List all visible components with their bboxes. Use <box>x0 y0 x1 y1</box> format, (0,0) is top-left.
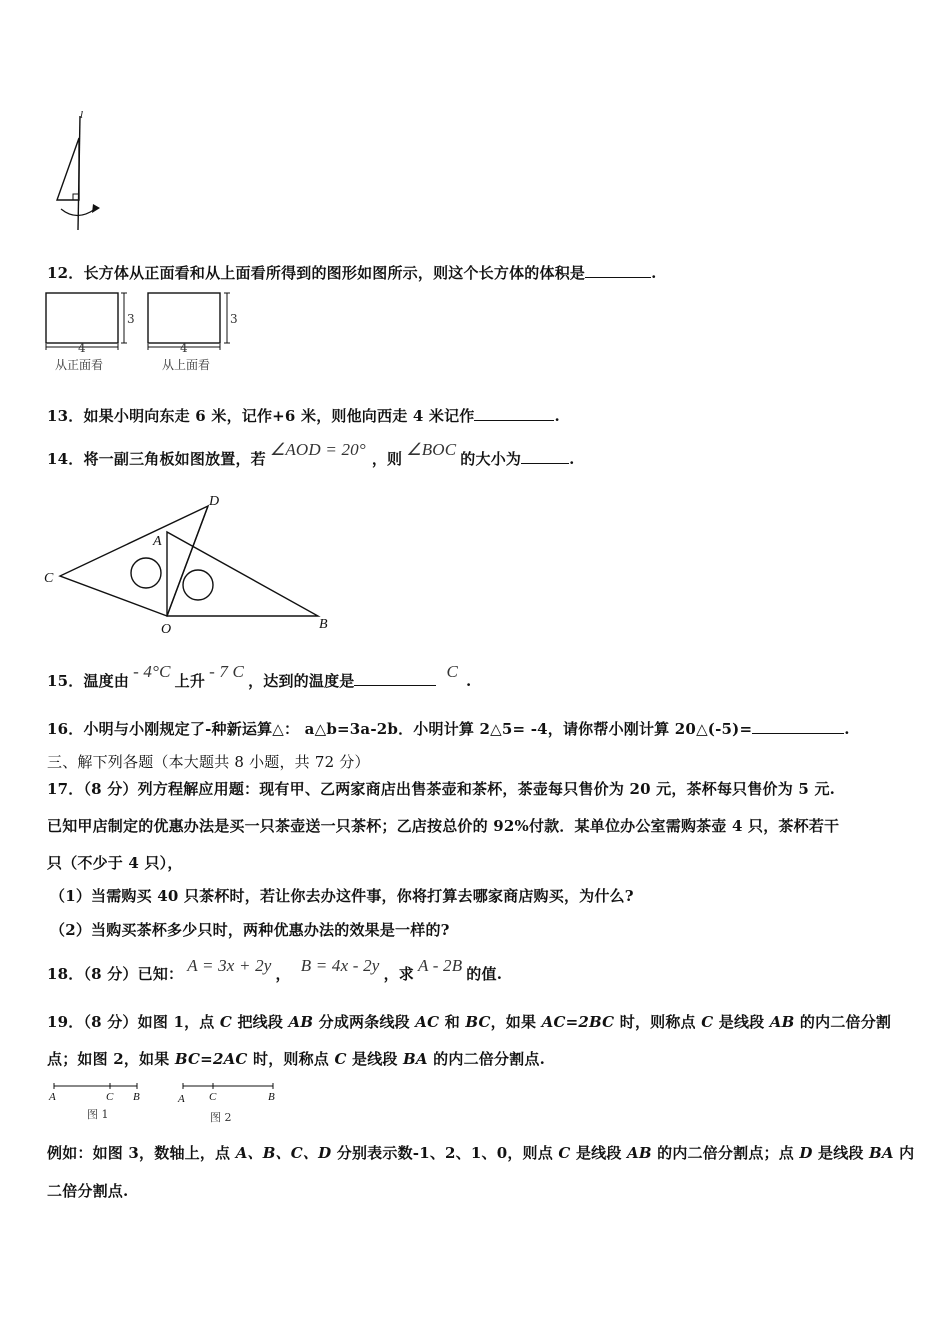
question-19-line-1: 19．（8 分）如图 1，点 C 把线段 AB 分成两条线段 AC 和 BC，如果 AC=2BC 时，则称点 C 是线段 AB 的内二倍分割 <box>47 1013 892 1031</box>
temp-rise-expression: - 7 C <box>209 662 245 681</box>
question-17-sub-1: （1）当需购买 40 只茶杯时，若让你去办这件事，你将打算去哪家商店购买，为什么? <box>50 887 634 905</box>
question-14: 14．将一副三角板如图放置，若 ∠AOD = 20° ，则 ∠BOC 的大小为 . <box>47 440 575 468</box>
example-line-2: 二倍分割点. <box>47 1182 129 1200</box>
top-view-caption: 从上面看 <box>162 358 211 372</box>
fig1-point-a: A <box>49 1091 56 1103</box>
question-17-sub-2: （2）当购买茶杯多少只时，两种优惠办法的效果是一样的? <box>50 921 450 939</box>
answer-blank-16[interactable] <box>752 719 844 734</box>
angle-aod-expression: ∠AOD = 20° <box>269 440 366 459</box>
question-17-line-2: 已知甲店制定的优惠办法是买一只茶壶送一只茶杯；乙店按总价的 92%付款．某单位办公室需购茶壶 4 只，茶杯若干 <box>47 817 840 835</box>
top-height-label: 3 <box>230 312 238 326</box>
example-line-1: 例如：如图 3，数轴上，点 A、B、C、D 分别表示数-1、2、1、0，则点 C 是线段 AB 的内二倍分割点；点 D 是线段 BA 内 <box>47 1144 915 1162</box>
rotation-triangle-figure <box>45 108 115 233</box>
expr-a: A = 3x + 2y <box>187 956 272 975</box>
fig1-point-b: B <box>133 1091 140 1103</box>
point-d-label: D <box>209 494 220 509</box>
front-height-label: 3 <box>127 312 135 326</box>
cuboid-views-figure <box>40 288 250 376</box>
expr-b: B = 4x - 2y <box>300 956 380 975</box>
front-width-label: 4 <box>78 341 86 355</box>
answer-blank-14[interactable] <box>521 449 569 464</box>
question-19-line-2: 点；如图 2，如果 BC=2AC 时，则称点 C 是线段 BA 的内二倍分割点. <box>47 1050 545 1068</box>
fig1-caption: 图 1 <box>87 1108 109 1121</box>
segment-figures <box>45 1078 285 1126</box>
answer-blank-13[interactable] <box>474 406 554 421</box>
angle-boc-expression: ∠BOC <box>406 440 457 459</box>
fig2-caption: 图 2 <box>210 1111 232 1124</box>
question-17-line-1: 17．（8 分）列方程解应用题：现有甲、乙两家商店出售茶壶和茶杯，茶壶每只售价为 20 元，茶杯每只售价为 5 元. <box>47 780 836 798</box>
point-c-label: C <box>44 571 54 586</box>
question-18: 18．（8 分）已知： A = 3x + 2y ， B = 4x - 2y ，求 A - 2B 的值. <box>47 956 503 983</box>
question-17-line-3: 只（不少于 4 只）， <box>47 854 183 872</box>
point-b-label: B <box>319 617 328 632</box>
question-15: 15．温度由 - 4°C 上升 - 7 C ，达到的温度是 C . <box>47 662 472 690</box>
fig2-point-c: C <box>209 1091 217 1103</box>
line-l-label: l <box>80 109 84 121</box>
temp-from-expression: - 4°C <box>133 662 171 681</box>
answer-blank-15[interactable] <box>354 671 436 686</box>
section-3-title: 三、解下列各题（本大题共 8 小题，共 72 分） <box>47 753 370 771</box>
fig1-point-c: C <box>106 1091 114 1103</box>
expr-target: A - 2B <box>417 956 463 975</box>
point-o-label: O <box>161 622 172 637</box>
fig2-point-b: B <box>268 1091 275 1103</box>
answer-blank-12[interactable] <box>585 263 651 278</box>
set-squares-figure <box>40 490 340 640</box>
temp-unit: C <box>446 662 459 681</box>
top-width-label: 4 <box>180 341 188 355</box>
question-12: 12．长方体从正面看和从上面看所得到的图形如图所示，则这个长方体的体积是 . <box>47 264 657 282</box>
question-13: 13．如果小明向东走 6 米，记作+6 米，则他向西走 4 米记作 . <box>47 407 560 425</box>
question-16: 16．小明与小刚规定了-种新运算△： a△b=3a-2b．小明计算 2△5= -4，请你帮小刚计算 20△(-5)= . <box>47 720 850 738</box>
point-a-label: A <box>153 534 162 549</box>
front-view-caption: 从正面看 <box>55 358 104 372</box>
fig2-point-a: A <box>178 1093 185 1105</box>
